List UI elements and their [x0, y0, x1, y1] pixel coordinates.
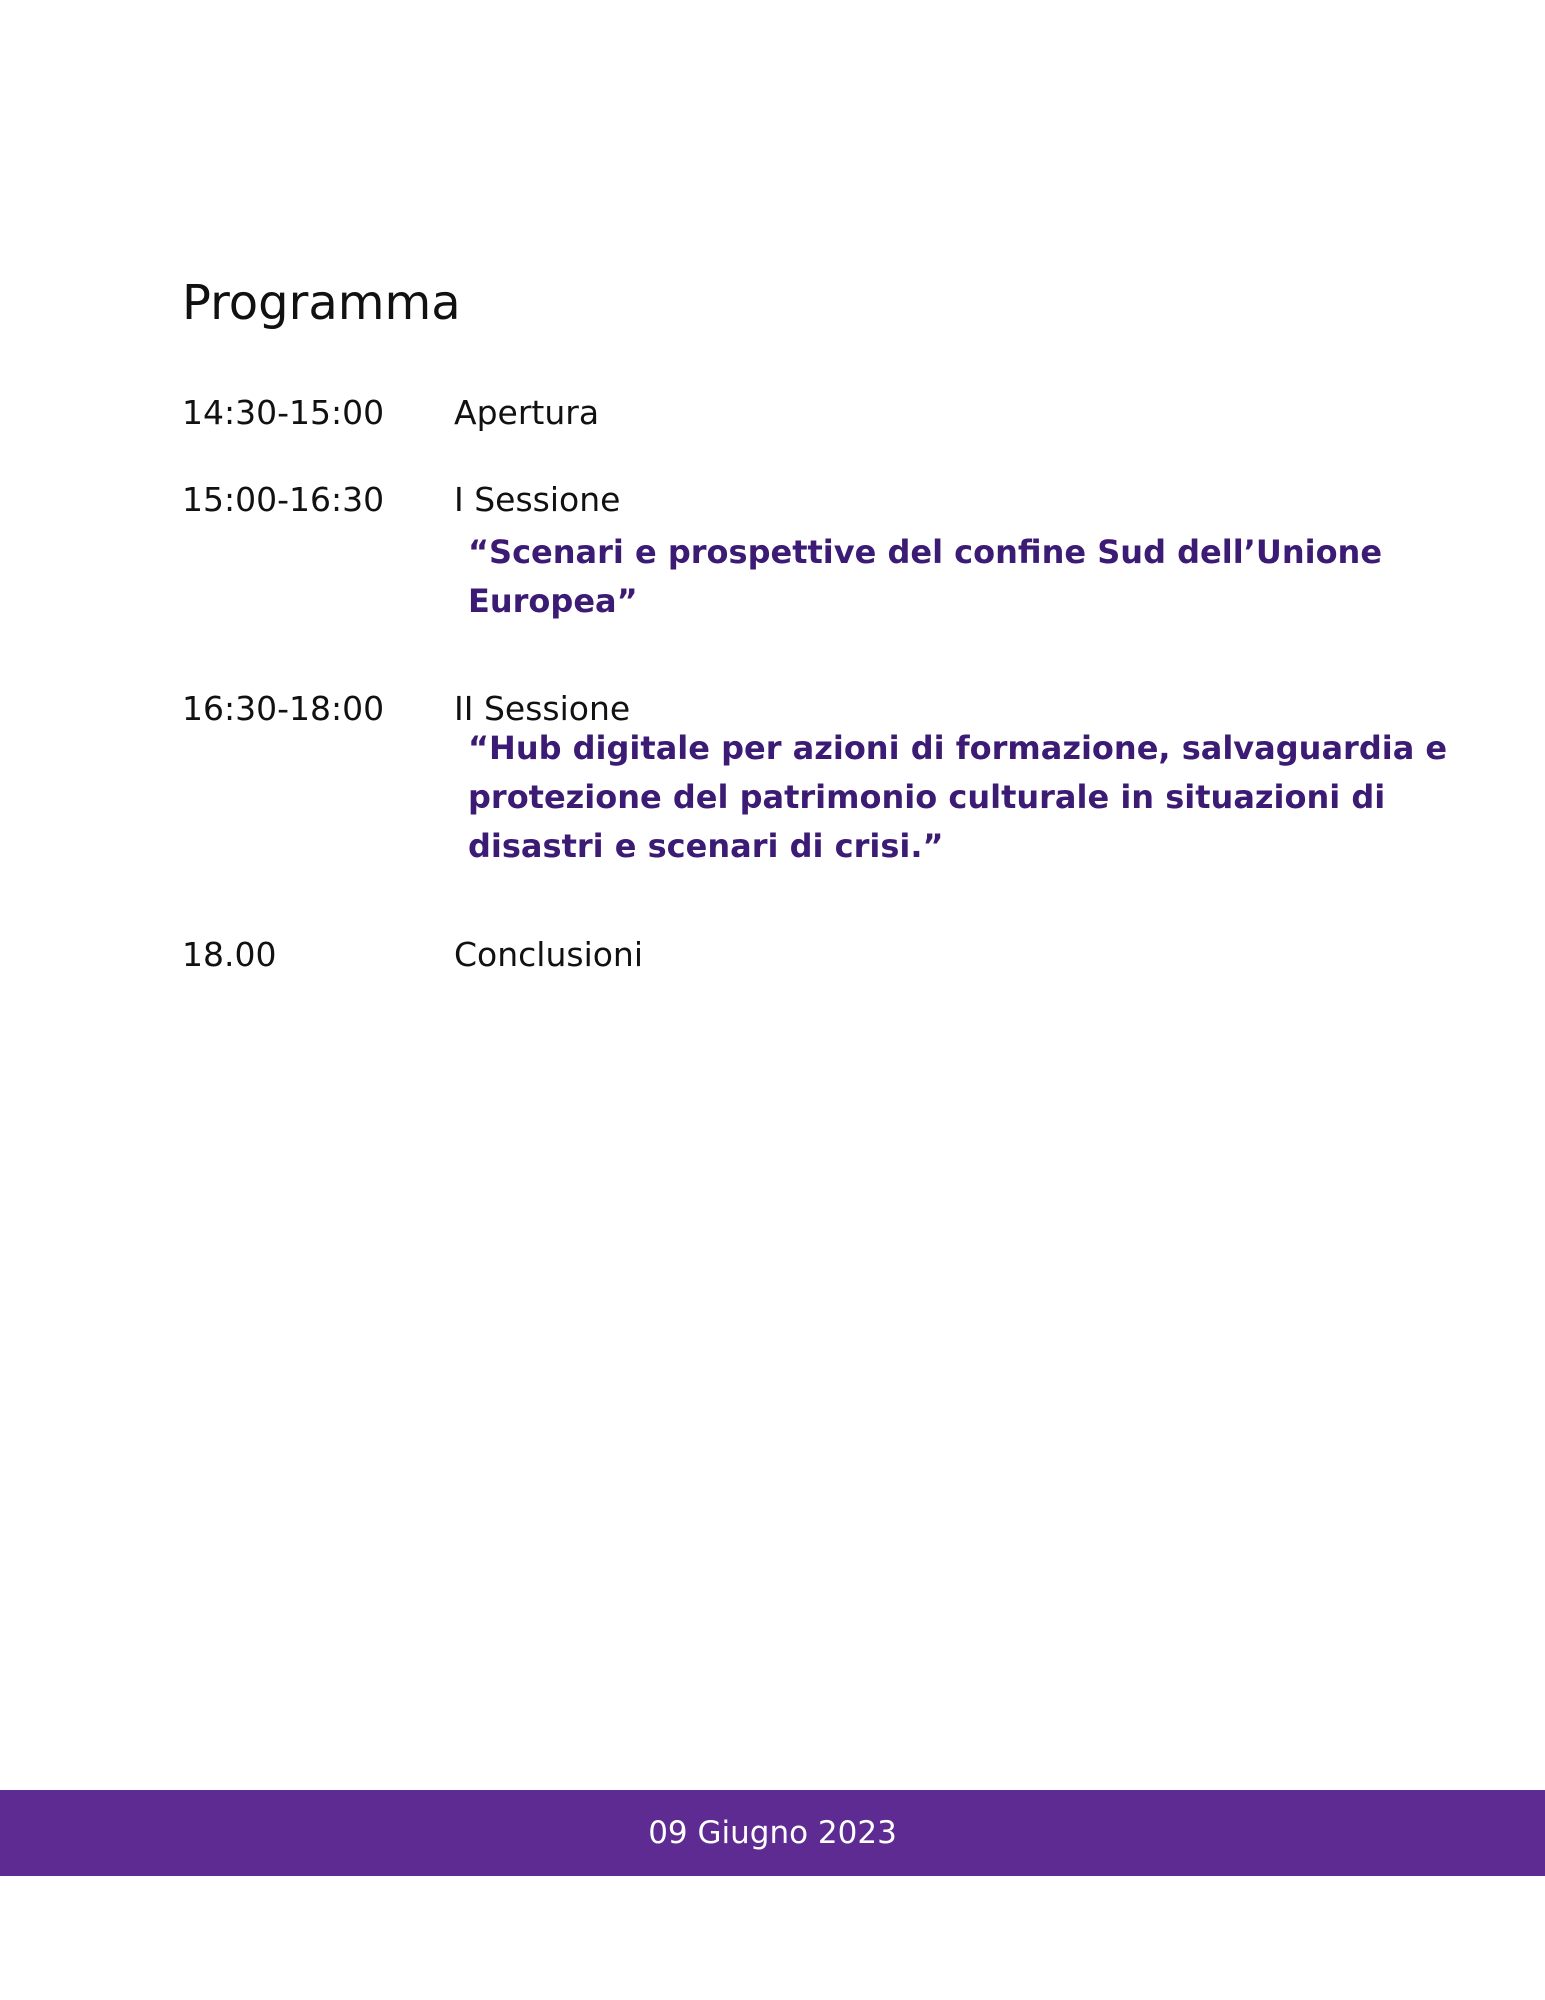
footer-band [0, 1790, 1545, 1876]
schedule-label: Apertura [454, 393, 600, 432]
schedule-label: Conclusioni [454, 935, 644, 974]
schedule-label: I Sessione [454, 480, 621, 519]
schedule-time: 15:00-16:30 [182, 480, 385, 519]
schedule-time: 16:30-18:00 [182, 689, 385, 728]
session-title: “Hub digitale per azioni di formazione, salvaguardia e protezione del patrimonio culturale in situazioni di disastri e scenari di crisi.” [468, 729, 1448, 865]
schedule-time: 18.00 [182, 935, 277, 974]
event-date: 09 Giugno 2023 [648, 1815, 897, 1851]
schedule-time: 14:30-15:00 [182, 393, 385, 432]
session-title: “Scenari e prospettive del confine Sud dell’Unione Europea” [468, 533, 1383, 620]
schedule-label: II Sessione [454, 689, 631, 728]
page-title: Programma [182, 275, 461, 331]
